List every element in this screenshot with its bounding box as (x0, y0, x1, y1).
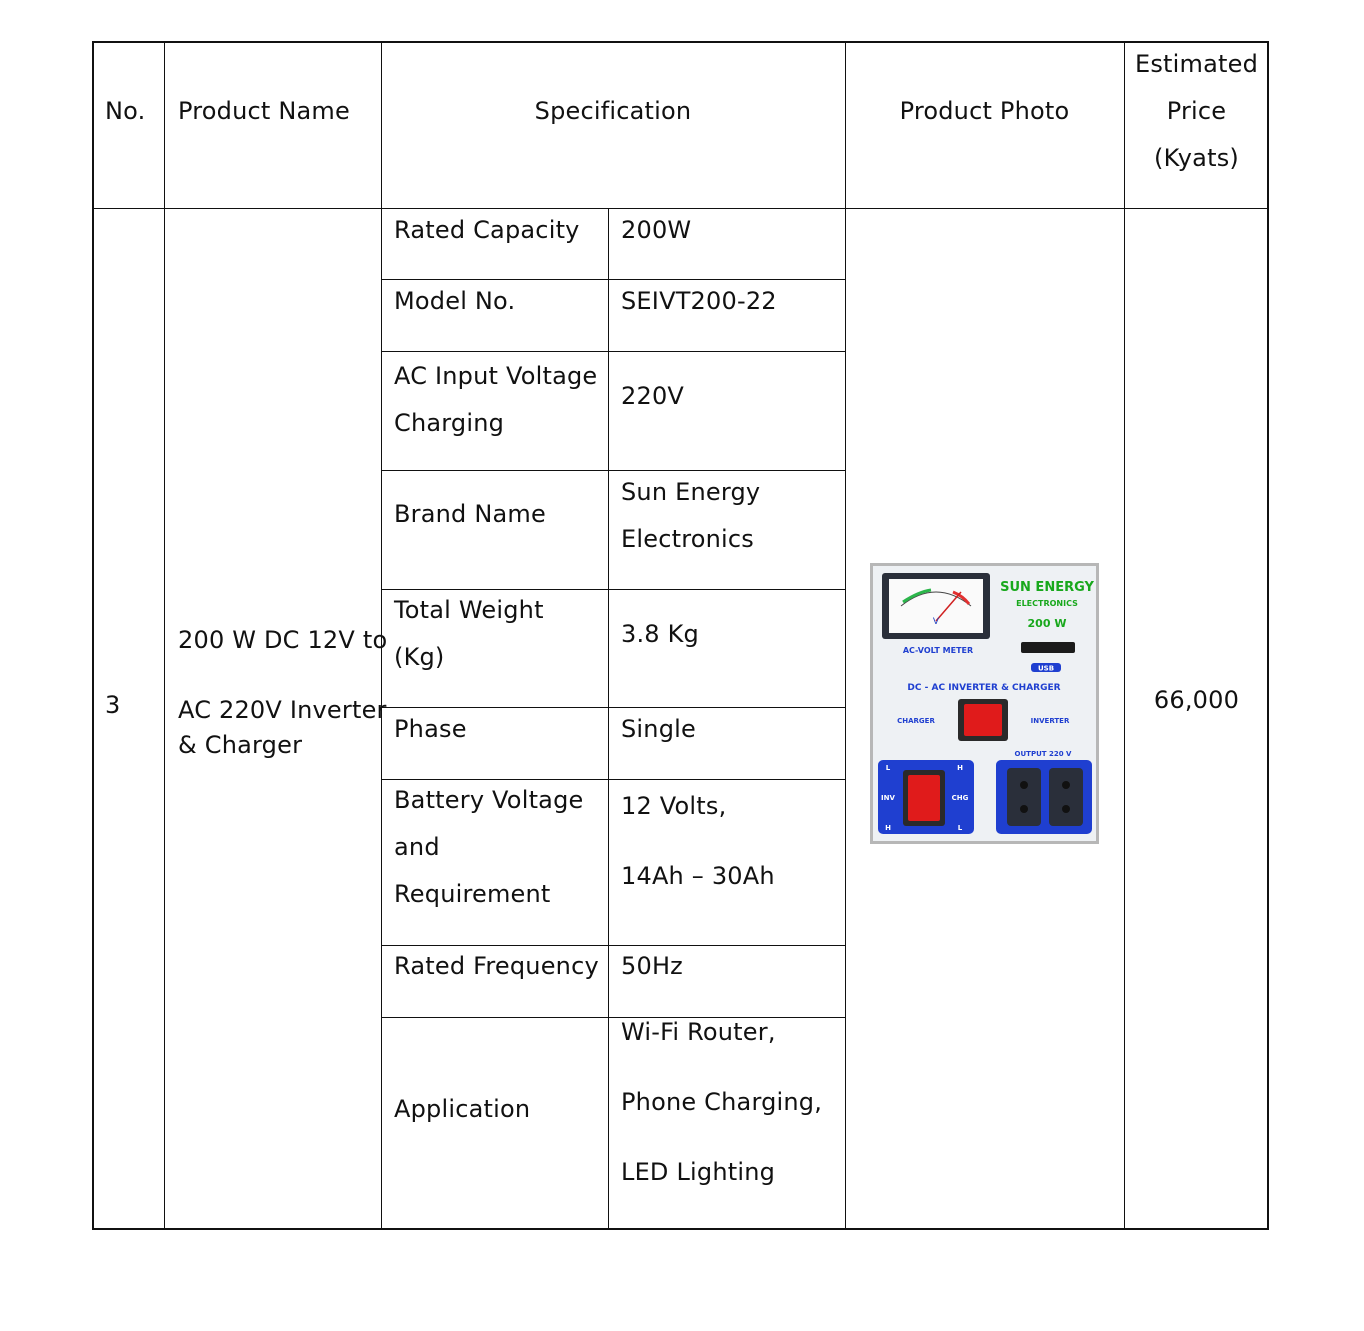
spec-label: Rated Frequency (394, 952, 599, 980)
spec-value: 220V (621, 382, 685, 410)
spec-value: 12 Volts, 14Ah – 30Ah (621, 792, 775, 890)
spec-row-divider (381, 470, 845, 471)
spec-label: Total Weight (Kg) (394, 596, 544, 671)
svg-text:AC-VOLT METER: AC-VOLT METER (902, 646, 974, 655)
row-price: 66,000 (1153, 686, 1240, 714)
col-divider-no (164, 41, 165, 1230)
spec-label: Application (394, 1095, 531, 1123)
svg-text:USB: USB (1037, 664, 1055, 673)
header-estimated-price: Estimated Price (Kyats) (1134, 50, 1259, 172)
spec-value: 200W (621, 216, 692, 244)
header-product-name: Product Name (178, 97, 350, 125)
row-product-name: 200 W DC 12V to AC 220V Inverter & Charger (178, 626, 388, 759)
header-specification: Specification (534, 97, 692, 125)
svg-text:OUTPUT 220 V: OUTPUT 220 V (1014, 750, 1072, 758)
spec-row-divider (381, 351, 845, 352)
spec-value: SEIVT200-22 (621, 287, 777, 315)
header-no: No. (105, 97, 146, 125)
header-product-photo: Product Photo (899, 97, 1070, 125)
spec-label: Phase (394, 715, 467, 743)
spec-value: 3.8 Kg (621, 620, 699, 648)
spec-label: Battery Voltage and Requirement (394, 786, 584, 908)
col-divider-spec-inner (608, 208, 609, 1230)
spec-label: Model No. (394, 287, 516, 315)
brand-text: SUN ENERGY (1000, 580, 1094, 595)
spec-label: AC Input Voltage Charging (394, 362, 598, 437)
svg-text:CHG: CHG (951, 794, 969, 802)
spec-label: Brand Name (394, 500, 546, 528)
svg-text:INVERTER: INVERTER (1030, 717, 1070, 725)
usb-port (1021, 642, 1075, 653)
spec-value: Sun Energy Electronics (621, 478, 761, 553)
svg-text:CHARGER: CHARGER (897, 717, 935, 725)
svg-text:L: L (957, 824, 963, 832)
svg-text:DC - AC INVERTER & CHARGER: DC - AC INVERTER & CHARGER (907, 683, 1061, 693)
svg-text:H: H (957, 764, 963, 772)
col-divider-photo (1124, 41, 1125, 1230)
row-number: 3 (105, 691, 121, 719)
spec-value: 50Hz (621, 952, 683, 980)
spec-value: Single (621, 715, 696, 743)
svg-text:INV: INV (881, 794, 895, 802)
svg-text:200 W: 200 W (1027, 617, 1067, 630)
spec-value: Wi-Fi Router, Phone Charging, LED Lighting (621, 1018, 823, 1186)
inverter-panel-illustration (873, 566, 1096, 841)
svg-text:L: L (885, 764, 891, 772)
spec-label: Rated Capacity (394, 216, 580, 244)
svg-text:H: H (885, 824, 891, 832)
col-divider-spec (845, 41, 846, 1230)
svg-text:ELECTRONICS: ELECTRONICS (1016, 599, 1078, 608)
svg-text:V: V (932, 617, 940, 627)
product-photo (870, 563, 1099, 844)
